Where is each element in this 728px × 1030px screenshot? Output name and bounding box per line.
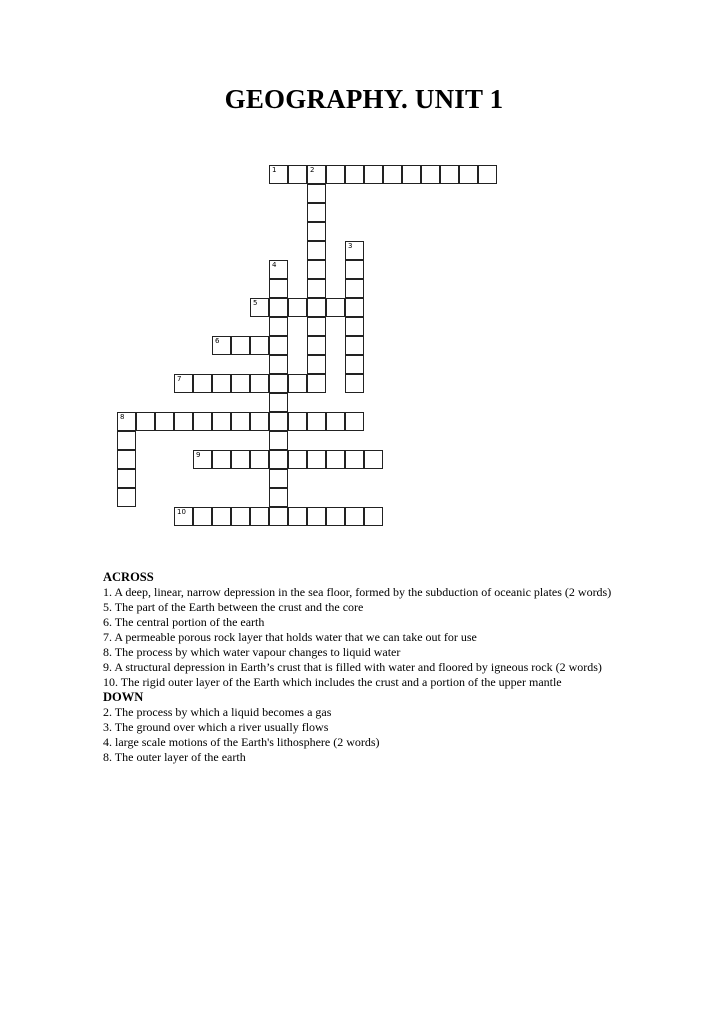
crossword-cell[interactable]: [269, 488, 288, 507]
crossword-cell[interactable]: [269, 355, 288, 374]
crossword-cell[interactable]: [440, 165, 459, 184]
clue-number: 3: [348, 242, 353, 250]
crossword-cell[interactable]: [345, 317, 364, 336]
crossword-cell[interactable]: [364, 450, 383, 469]
crossword-cell[interactable]: [269, 298, 288, 317]
crossword-cell[interactable]: [269, 469, 288, 488]
across-clue: 1. A deep, linear, narrow depression in the sea floor, formed by the subduction of oceanic plates (2 words): [103, 585, 612, 599]
page-title: GEOGRAPHY. UNIT 1: [224, 84, 504, 114]
crossword-cell[interactable]: [478, 165, 497, 184]
crossword-cell[interactable]: [117, 412, 136, 431]
clue-number: 4: [272, 261, 277, 269]
crossword-cell[interactable]: [326, 450, 345, 469]
crossword-cell[interactable]: [459, 165, 478, 184]
across-heading: ACROSS: [103, 570, 154, 584]
crossword-cell[interactable]: [307, 450, 326, 469]
clue-number: 7: [177, 375, 182, 383]
down-clue-list: [103, 705, 663, 765]
crossword-cell[interactable]: [269, 165, 288, 184]
crossword-cell[interactable]: [174, 507, 193, 526]
crossword-cell[interactable]: [288, 374, 307, 393]
crossword-cell[interactable]: [307, 412, 326, 431]
crossword-cell[interactable]: [136, 412, 155, 431]
clue-number: 10: [177, 508, 186, 516]
crossword-cell[interactable]: [231, 507, 250, 526]
clue-number: 6: [215, 337, 220, 345]
clue-number: 5: [253, 299, 258, 307]
across-clue: 5. The part of the Earth between the crust and the core: [103, 600, 364, 614]
crossword-cell[interactable]: [231, 412, 250, 431]
crossword-cell[interactable]: [383, 165, 402, 184]
crossword-cell[interactable]: [307, 298, 326, 317]
clues-section: [103, 570, 663, 765]
across-clue-list: [103, 585, 663, 690]
crossword-cell[interactable]: [250, 450, 269, 469]
crossword-cell[interactable]: [250, 507, 269, 526]
crossword-cell[interactable]: [212, 374, 231, 393]
crossword-cell[interactable]: [345, 412, 364, 431]
crossword-cell[interactable]: [345, 165, 364, 184]
crossword-cell[interactable]: [326, 507, 345, 526]
across-clue: 8. The process by which water vapour changes to liquid water: [103, 645, 401, 659]
crossword-cell[interactable]: [364, 165, 383, 184]
crossword-cell[interactable]: [345, 507, 364, 526]
clue-number: 8: [120, 413, 125, 421]
crossword-cell[interactable]: [117, 488, 136, 507]
crossword-cell[interactable]: [231, 450, 250, 469]
down-clue: 8. The outer layer of the earth: [103, 750, 246, 764]
clue-number: 1: [272, 166, 277, 174]
crossword-cell[interactable]: [345, 336, 364, 355]
crossword-cell[interactable]: [288, 450, 307, 469]
down-clue: 4. large scale motions of the Earth's lithosphere (2 words): [103, 735, 380, 749]
crossword-cell[interactable]: [345, 241, 364, 260]
crossword-cell[interactable]: [212, 336, 231, 355]
crossword-cell[interactable]: [174, 412, 193, 431]
crossword-cell[interactable]: [269, 279, 288, 298]
down-heading: DOWN: [103, 690, 144, 704]
crossword-cell[interactable]: [307, 222, 326, 241]
down-clue: 3. The ground over which a river usually flows: [103, 720, 329, 734]
crossword-cell[interactable]: [307, 165, 326, 184]
crossword-cell[interactable]: [269, 374, 288, 393]
crossword-cell[interactable]: [269, 431, 288, 450]
crossword-cell[interactable]: [307, 203, 326, 222]
crossword-cell[interactable]: [193, 374, 212, 393]
crossword-cell[interactable]: [307, 241, 326, 260]
crossword-cell[interactable]: [212, 507, 231, 526]
crossword-cell[interactable]: [345, 355, 364, 374]
across-clue: 7. A permeable porous rock layer that holds water that we can take out for use: [103, 630, 477, 644]
crossword-cell[interactable]: [250, 412, 269, 431]
crossword-cell[interactable]: [174, 374, 193, 393]
crossword-cell[interactable]: [193, 412, 212, 431]
crossword-cell[interactable]: [269, 393, 288, 412]
crossword-cell[interactable]: [307, 374, 326, 393]
across-clue: 6. The central portion of the earth: [103, 615, 265, 629]
crossword-cell[interactable]: [269, 507, 288, 526]
crossword-cell[interactable]: [212, 412, 231, 431]
crossword-cell[interactable]: [269, 450, 288, 469]
crossword-cell[interactable]: [193, 450, 212, 469]
crossword-cell[interactable]: [250, 336, 269, 355]
crossword-cell[interactable]: [402, 165, 421, 184]
crossword-cell[interactable]: [193, 507, 212, 526]
crossword-cell[interactable]: [250, 374, 269, 393]
crossword-cell[interactable]: [307, 279, 326, 298]
crossword-cell[interactable]: [307, 260, 326, 279]
crossword-cell[interactable]: [117, 450, 136, 469]
crossword-cell[interactable]: [117, 431, 136, 450]
crossword-cell[interactable]: [117, 469, 136, 488]
clue-number: 2: [310, 166, 315, 174]
crossword-cell[interactable]: [212, 450, 231, 469]
crossword-cell[interactable]: [288, 507, 307, 526]
crossword-cell[interactable]: [250, 298, 269, 317]
crossword-cell[interactable]: [307, 184, 326, 203]
crossword-cell[interactable]: [307, 317, 326, 336]
crossword-cell[interactable]: [345, 374, 364, 393]
crossword-cell[interactable]: [269, 317, 288, 336]
crossword-cell[interactable]: [345, 450, 364, 469]
crossword-cell[interactable]: [421, 165, 440, 184]
crossword-cell[interactable]: [345, 279, 364, 298]
crossword-cell[interactable]: [345, 298, 364, 317]
crossword-cell[interactable]: [231, 336, 250, 355]
crossword-cell[interactable]: [307, 336, 326, 355]
crossword-cell[interactable]: [326, 298, 345, 317]
crossword-cell[interactable]: [155, 412, 174, 431]
crossword-cell[interactable]: [269, 412, 288, 431]
crossword-cell[interactable]: [307, 507, 326, 526]
crossword-cell[interactable]: [288, 412, 307, 431]
clue-number: 9: [196, 451, 201, 459]
crossword-cell[interactable]: [269, 260, 288, 279]
crossword-cell[interactable]: [345, 260, 364, 279]
crossword-cell[interactable]: [288, 298, 307, 317]
crossword-cell[interactable]: [231, 374, 250, 393]
down-clue: 2. The process by which a liquid becomes a gas: [103, 705, 332, 719]
crossword-cell[interactable]: [307, 355, 326, 374]
crossword-cell[interactable]: [326, 165, 345, 184]
crossword-cell[interactable]: [288, 165, 307, 184]
across-clue: 10. The rigid outer layer of the Earth which includes the crust and a portion of the upper mantle: [103, 675, 562, 689]
crossword-cell[interactable]: [269, 336, 288, 355]
crossword-cell[interactable]: [326, 412, 345, 431]
crossword-cell[interactable]: [364, 507, 383, 526]
across-clue: 9. A structural depression in Earth’s crust that is filled with water and floored by igneous rock (2 words): [103, 660, 602, 674]
